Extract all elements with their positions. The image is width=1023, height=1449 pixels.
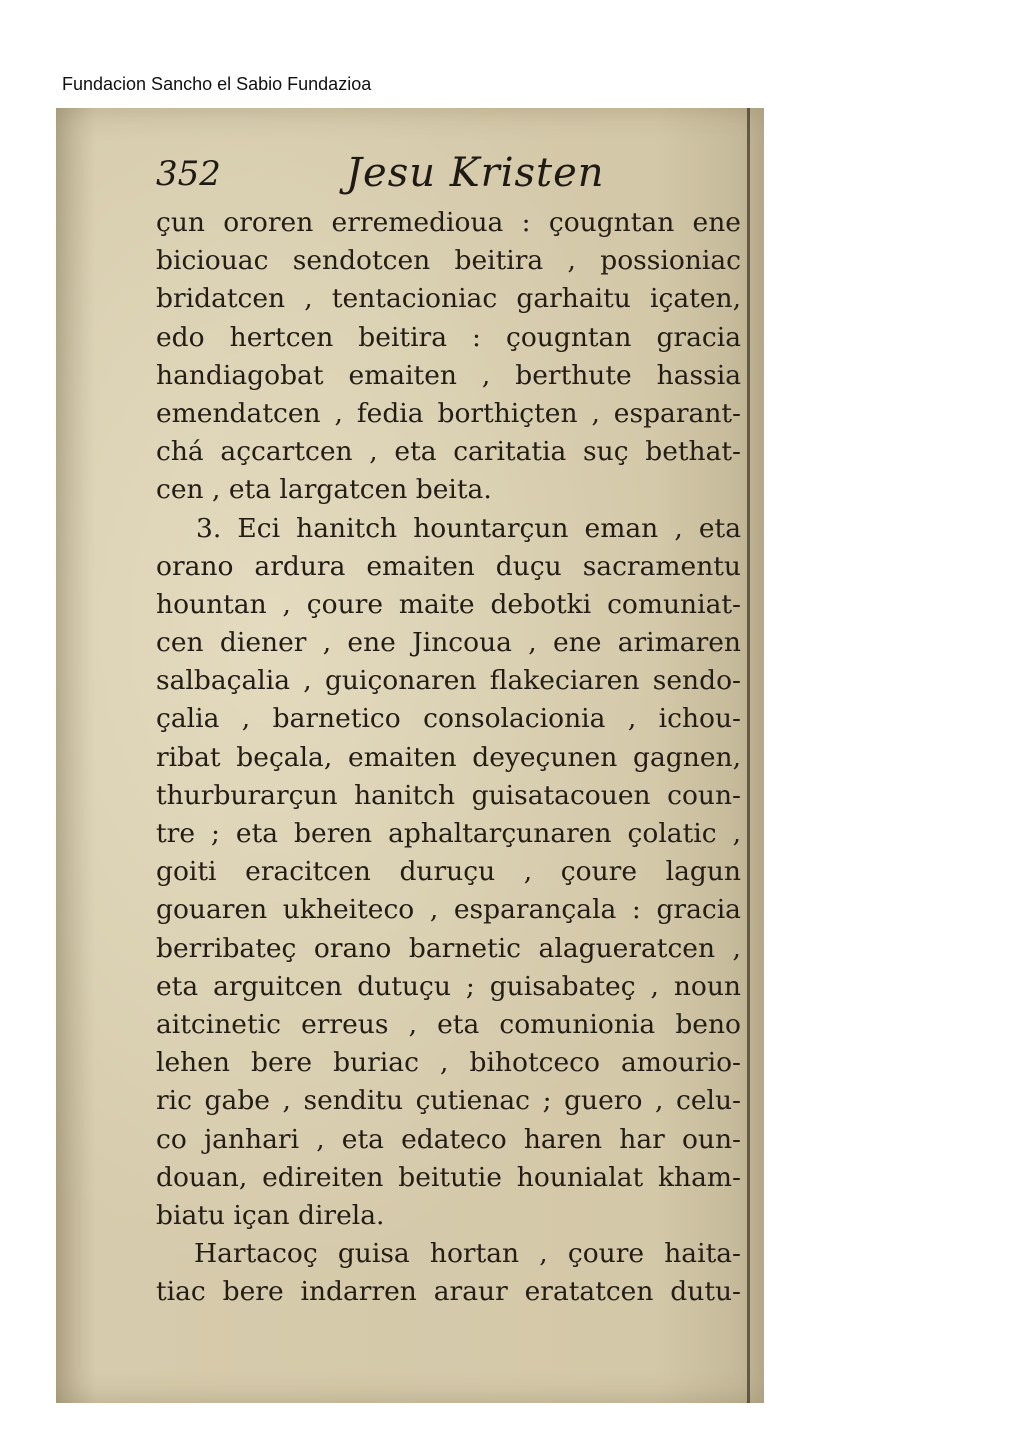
text-line: chá açcartcen , eta caritatia suç bethat-: [156, 436, 741, 468]
text-line: goiti eracitcen duruçu , çoure lagun: [156, 856, 741, 888]
text-line: thurburarçun hanitch guisatacouen coun-: [156, 779, 741, 811]
text-line: cen , eta largatcen beita.: [156, 474, 492, 506]
page-text-body: [156, 204, 741, 1311]
running-head: Jesu Kristen: [346, 150, 605, 196]
page-header: [156, 148, 716, 198]
text-line: berribateç orano barnetic alagueratcen ,: [156, 932, 741, 964]
text-line: biatu içan direla.: [156, 1199, 385, 1231]
text-line: co janhari , eta edateco haren har oun-: [156, 1123, 741, 1155]
text-line: lehen bere buriac , bihotceco amourio-: [156, 1047, 741, 1079]
text-line: cen diener , ene Jincoua , ene arimaren: [156, 627, 741, 659]
text-line: biciouac sendotcen beitira , possioniac: [156, 245, 741, 277]
text-line: hountan , çoure maite debotki comuniat-: [156, 588, 741, 620]
text-line: bridatcen , tentacioniac garhaitu içaten,: [156, 283, 741, 315]
text-line: emendatcen , fedia borthiçten , esparant-: [156, 397, 741, 429]
text-line: edo hertcen beitira : çougntan gracia: [156, 321, 741, 353]
page-binding-edge: [747, 108, 750, 1403]
text-line: ric gabe , senditu çutienac ; guero , celu-: [156, 1085, 741, 1117]
text-line: gouaren ukheiteco , esparançala : gracia: [156, 894, 741, 926]
scanned-book-page: [56, 108, 764, 1403]
text-line: ribat beçala, emaiten deyeçunen gagnen,: [156, 741, 741, 773]
text-line: aitcinetic erreus , eta comunionia beno: [156, 1008, 741, 1040]
text-line: çun ororen erremedioua : çougntan ene: [156, 207, 741, 238]
text-line: salbaçalia , guiçonaren flakeciaren sendo-: [156, 665, 741, 697]
paragraph-start-line: 3. Eci hanitch hountarçun eman , eta: [196, 512, 741, 544]
text-line: douan, edireiten beitutie hounialat kham-: [156, 1161, 741, 1193]
page-number: 352: [156, 154, 221, 194]
text-line: tiac bere indarren araur eratatcen dutu-: [156, 1276, 741, 1308]
text-line: çalia , barnetico consolacionia , ichou-: [156, 703, 741, 735]
text-line: handiagobat emaiten , berthute hassia: [156, 359, 741, 391]
text-line: tre ; eta beren aphaltarçunaren çolatic ,: [156, 818, 741, 849]
archive-watermark: Fundacion Sancho el Sabio Fundazioa: [62, 74, 372, 94]
text-line: orano ardura emaiten duçu sacramentu: [156, 550, 741, 582]
paragraph-start-line: Hartacoç guisa hortan , çoure haita-: [194, 1238, 741, 1270]
text-line: eta arguitcen dutuçu ; guisabateç , noun: [156, 970, 741, 1002]
